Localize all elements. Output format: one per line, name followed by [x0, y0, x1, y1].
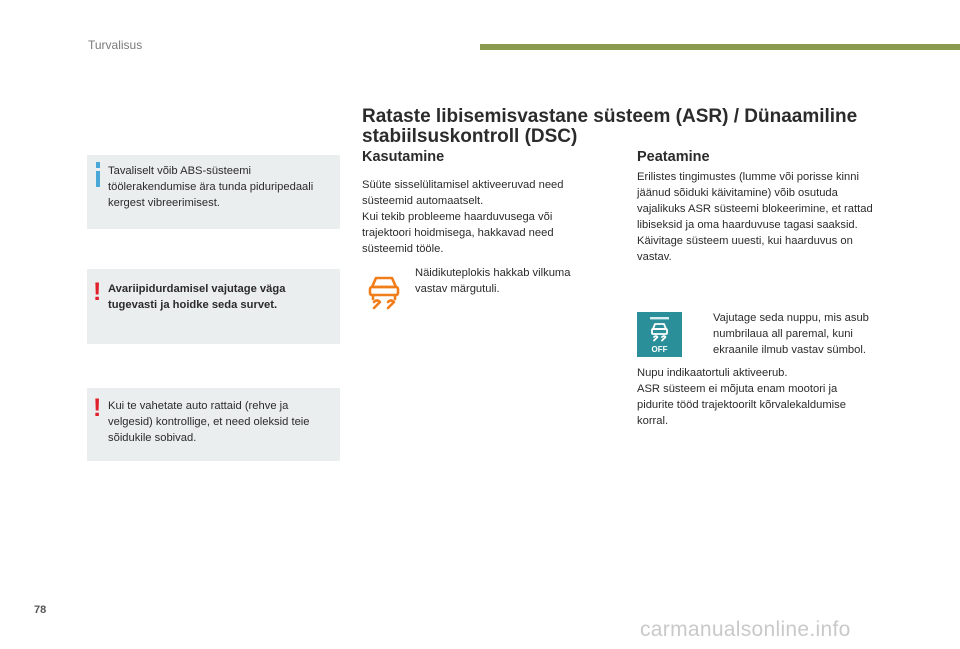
warning-note-text: Kui te vahetate auto rattaid (rehve ja velgesid) kontrollige, et need oleksid teie sõidukile sobivad.: [108, 400, 310, 444]
warning-note-tyres: [87, 388, 340, 461]
warning-note-text: Avariipidurdamisel vajutage väga tugevasti ja hoidke seda survet.: [108, 283, 286, 311]
info-note-text: Tavaliselt võib ABS-süsteemi töölerakendumise ära tunda piduripedaali kergest vibreerimisest.: [108, 165, 314, 209]
info-icon-stem: [96, 171, 100, 187]
watermark: carmanualsonline.info: [640, 618, 851, 641]
warning-note-braking: [87, 269, 340, 344]
text-line: trajektoori hoidmisega, hakkavad need: [362, 227, 554, 239]
header-section-label: Turvalisus: [88, 38, 143, 52]
text-line: ekraanile ilmub vastav sümbol.: [713, 344, 866, 356]
text-line: Erilistes tingimustes (lumme või porisse kinni: [637, 171, 859, 183]
press-instruction: [713, 310, 903, 358]
skid-warning-lamp-icon: [364, 271, 404, 311]
text-line: ASR süsteem ei mõjuta enam mootori ja: [637, 383, 838, 395]
page-title-line: Rataste libisemisvastane süsteem (ASR) / Dünaamiline: [362, 106, 858, 127]
page-number: 78: [34, 604, 47, 616]
text-line: süsteemid tööle.: [362, 243, 444, 255]
stop-heading: Peatamine: [637, 149, 710, 165]
header-accent-bar: [480, 44, 960, 50]
text-line: Näidikuteplokis hakkab vilkuma: [415, 267, 571, 279]
text-line: süsteemid automaatselt.: [362, 195, 484, 207]
text-line: korral.: [637, 415, 669, 427]
info-note: [87, 155, 340, 229]
warning-icon: !: [93, 278, 102, 306]
text-line: jäänud sõiduki käivitamine) võib osutuda: [637, 187, 838, 199]
text-line: pidurite tööd trajektoorilt kõrvalekaldumise: [637, 399, 846, 411]
text-line: libiseksid ja oma haarduvuse tagasi saaksid.: [637, 219, 858, 231]
text-line: vastav.: [637, 251, 672, 263]
text-line: vastav märgutuli.: [415, 283, 500, 295]
text-line: Nupu indikaatortuli aktiveerub.: [637, 367, 788, 379]
text-line: Kui tekib probleeme haarduvusega või: [362, 211, 553, 223]
stop-paragraph: [637, 169, 907, 265]
page-title-line: stabiilsuskontroll (DSC): [362, 126, 578, 147]
text-line: vajalikuks ASR süsteemi blokeerimine, et rattad: [637, 203, 873, 215]
after-press-paragraph: [637, 365, 907, 429]
asr-off-icon: [637, 312, 682, 357]
asr-off-button[interactable]: [637, 312, 682, 357]
button-off-label: OFF: [651, 345, 668, 354]
text-line: Vajutage seda nuppu, mis asub: [713, 312, 869, 324]
info-icon: [96, 162, 100, 168]
usage-heading: Kasutamine: [362, 149, 445, 165]
text-line: Süüte sisselülitamisel aktiveeruvad need: [362, 179, 564, 191]
lamp-description: [415, 265, 595, 297]
text-line: numbrilaua all paremal, kuni: [713, 328, 853, 340]
page-title: [362, 107, 922, 147]
text-line: Käivitage süsteem uuesti, kui haarduvus on: [637, 235, 853, 247]
usage-paragraph: [362, 177, 602, 257]
warning-icon: !: [93, 394, 102, 422]
